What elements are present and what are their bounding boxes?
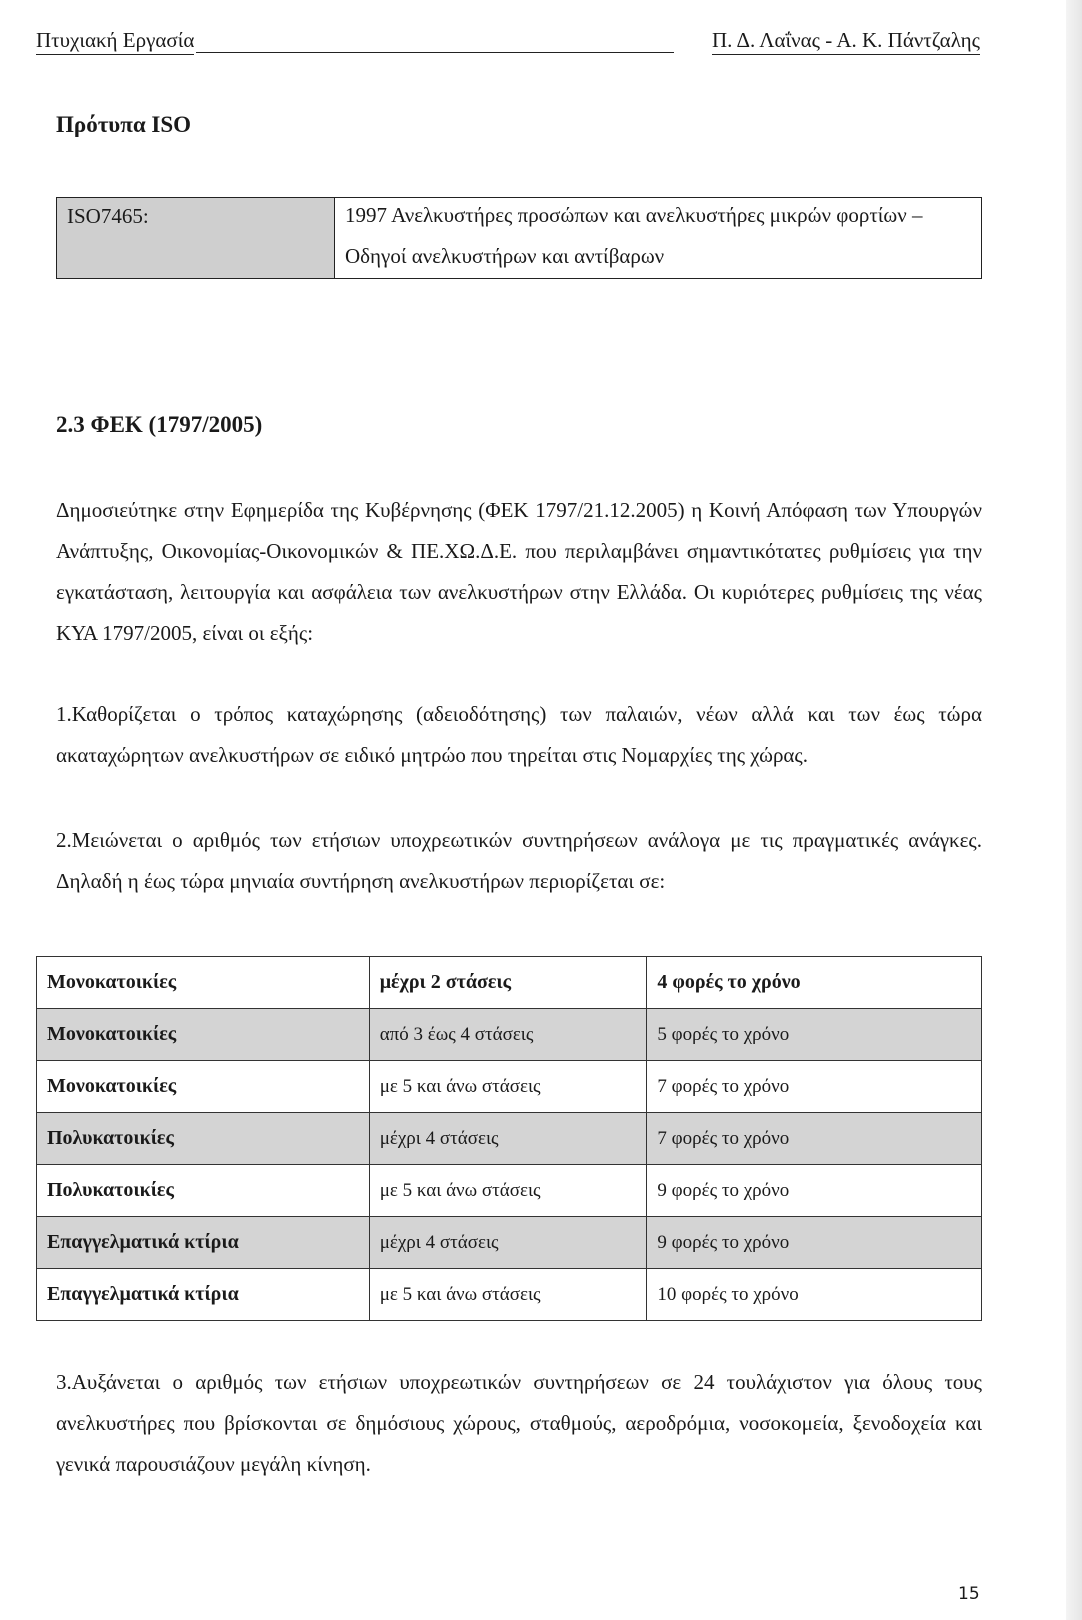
section-heading: 2.3 ΦΕΚ (1797/2005) [56,412,263,437]
building-type-cell: Επαγγελματικά κτίρια [37,1217,370,1269]
stops-cell: με 5 και άνω στάσεις [369,1061,647,1113]
table-row [37,1217,982,1269]
building-type-cell: Πολυκατοικίες [37,1165,370,1217]
stops-cell: μέχρι 4 στάσεις [369,1113,647,1165]
paragraph-intro: Δημοσιεύτηκε στην Εφημερίδα της Κυβέρνησης (ΦΕΚ 1797/21.12.2005) η Κοινή Απόφαση των Υπουργών Ανάπτυξης, Οικονομίας-Οικονομικών & ΠΕ.ΧΩ.Δ.Ε. που περιλαμβάνει σημαντικότατες ρυθμίσεις για την εγκατάσταση, λειτουργία και ασφάλεια των ανελκυστήρων στην Ελλάδα. Οι κυριότερες ρυθμίσεις της νέας ΚΥΑ 1797/2005, είναι οι εξής: [56,498,982,645]
page-edge-shadow [1066,0,1082,1620]
frequency-cell: 7 φορές το χρόνο [647,1113,982,1165]
paragraph-maintenance-increase: 3.Αυξάνεται ο αριθμός των ετήσιων υποχρεωτικών συντηρήσεων σε 24 τουλάχιστον για όλους τους ανελκυστήρες που βρίσκονται σε δημόσιους χώρους, σταθμούς, αεροδρόμια, νοσοκομεία, ξενοδοχεία και γενικά παρουσιάζουν μεγάλη κίνηση. [56,1370,982,1476]
stops-cell: μέχρι 2 στάσεις [369,957,647,1009]
frequency-cell: 5 φορές το χρόνο [647,1009,982,1061]
header-rule [196,52,674,53]
header-thesis-label: Πτυχιακή Εργασία [36,28,194,55]
page-number: 15 [958,1584,980,1604]
table-row [37,957,982,1009]
paragraph-maintenance-reduction: 2.Μειώνεται ο αριθμός των ετήσιων υποχρεωτικών συντηρήσεων ανάλογα με τις πραγματικές ανάγκες. Δηλαδή η έως τώρα μηνιαία συντήρηση ανελκυστήρων περιορίζεται σε: [56,828,982,893]
maintenance-table [36,956,982,1321]
table-row [37,1009,982,1061]
frequency-cell: 7 φορές το χρόνο [647,1061,982,1113]
stops-cell: με 5 και άνω στάσεις [369,1165,647,1217]
building-type-cell: Μονοκατοικίες [37,1009,370,1061]
iso-description: 1997 Ανελκυστήρες προσώπων και ανελκυστήρες μικρών φορτίων – Οδηγοί ανελκυστήρων και αντίβαρων [345,203,923,268]
iso-standard-box [56,197,982,279]
table-row [37,1269,982,1321]
page-header [36,28,980,62]
stops-cell: από 3 έως 4 στάσεις [369,1009,647,1061]
paragraph-registration: 1.Καθορίζεται ο τρόπος καταχώρησης (αδειοδότησης) των παλαιών, νέων αλλά και των έως τώρα ακαταχώρητων ανελκυστήρων σε ειδικό μητρώο που τηρείται στις Νομαρχίες της χώρας. [56,702,982,767]
frequency-cell: 4 φορές το χρόνο [647,957,982,1009]
stops-cell: με 5 και άνω στάσεις [369,1269,647,1321]
table-row [37,1165,982,1217]
iso-code: ISO7465: [57,198,335,278]
building-type-cell: Πολυκατοικίες [37,1113,370,1165]
building-type-cell: Μονοκατοικίες [37,1061,370,1113]
frequency-cell: 9 φορές το χρόνο [647,1217,982,1269]
building-type-cell: Μονοκατοικίες [37,957,370,1009]
stops-cell: μέχρι 4 στάσεις [369,1217,647,1269]
frequency-cell: 10 φορές το χρόνο [647,1269,982,1321]
building-type-cell: Επαγγελματικά κτίρια [37,1269,370,1321]
header-authors: Π. Δ. Λαΐνας - Α. Κ. Πάντζαλης [712,28,980,55]
table-row [37,1113,982,1165]
frequency-cell: 9 φορές το χρόνο [647,1165,982,1217]
table-row [37,1061,982,1113]
standards-heading: Πρότυπα ISO [56,112,192,137]
